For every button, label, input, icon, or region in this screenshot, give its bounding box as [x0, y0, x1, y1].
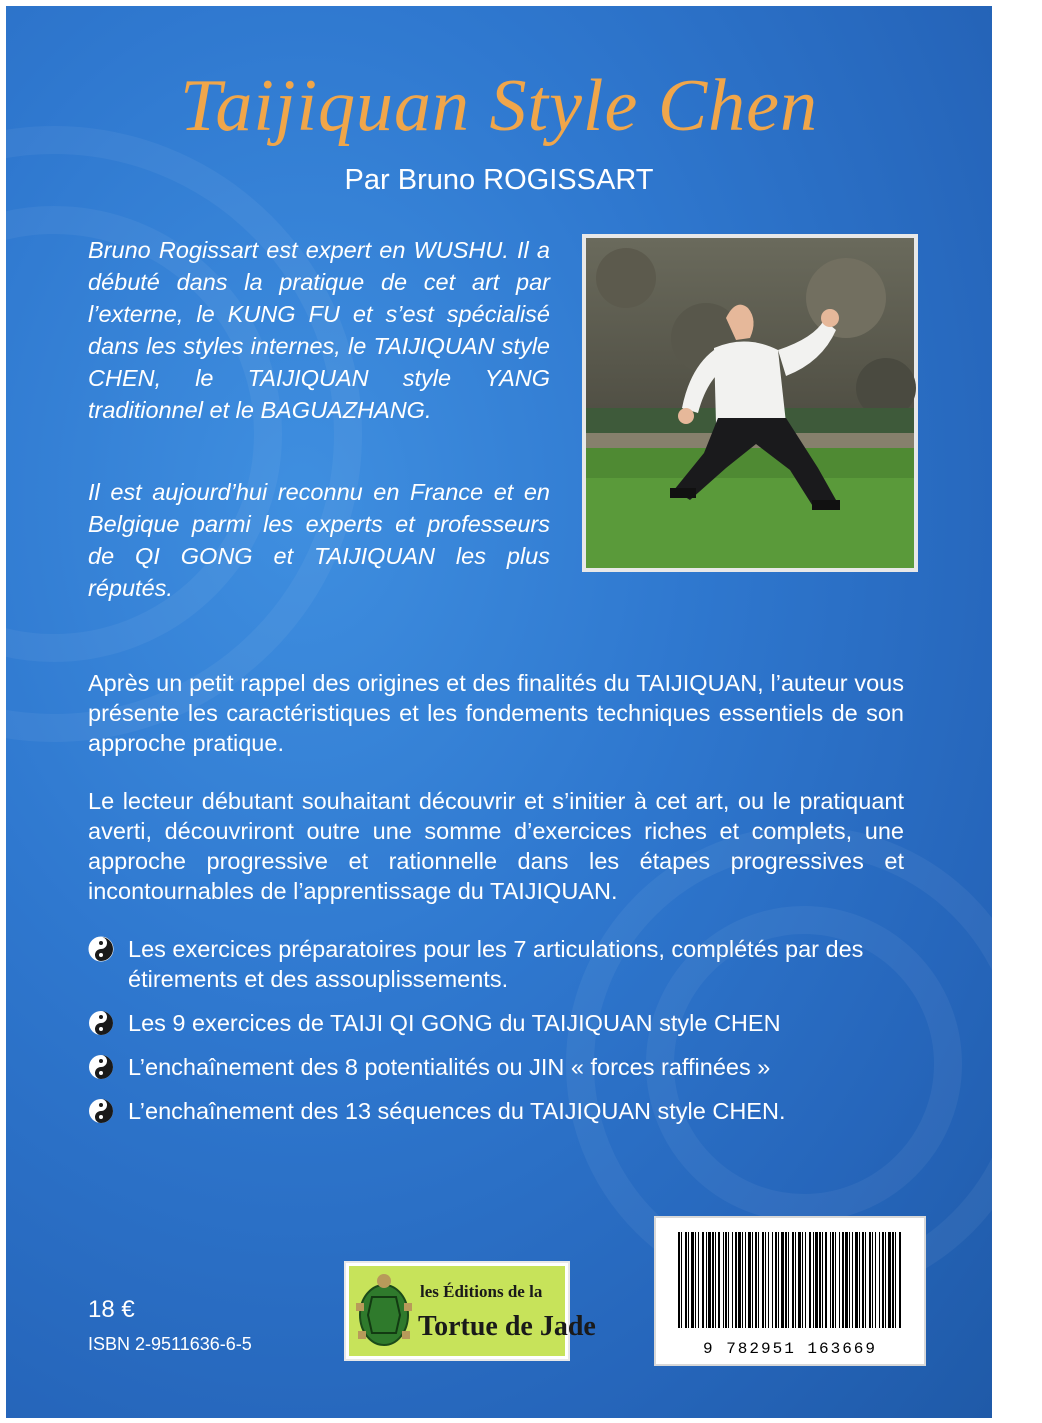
- barcode-number: 9 782951 163669: [702, 1340, 878, 1358]
- barcode-bar: [895, 1232, 896, 1328]
- barcode-bar: [805, 1232, 806, 1328]
- book-title: Taijiquan Style Chen: [179, 65, 819, 147]
- barcode-bar: [825, 1232, 827, 1328]
- barcode-bar: [792, 1232, 794, 1328]
- bullet-text: Les exercices préparatoires pour les 7 articulations, complétés par des étirements et des assouplissements.: [128, 936, 864, 992]
- barcode-bar: [892, 1232, 894, 1328]
- barcode-bar: [752, 1232, 753, 1328]
- barcode-bar: [715, 1232, 716, 1328]
- barcode-bar: [718, 1232, 720, 1328]
- barcode-bar: [845, 1232, 848, 1328]
- content-bullet: [88, 1052, 904, 1082]
- barcode-bar: [899, 1232, 901, 1328]
- barcode-bar: [778, 1232, 779, 1328]
- barcode-bar: [859, 1232, 860, 1328]
- barcode-bar: [688, 1232, 689, 1328]
- barcode: [654, 1216, 926, 1366]
- barcode-bar: [869, 1232, 871, 1328]
- barcode-bar: [772, 1232, 773, 1328]
- bullet-text: L’enchaînement des 8 potentialités ou JIN « forces raffinées »: [128, 1054, 771, 1080]
- barcode-bar: [795, 1232, 796, 1328]
- barcode-bar: [830, 1232, 831, 1328]
- barcode-bar: [695, 1232, 696, 1328]
- barcode-bar: [725, 1232, 727, 1328]
- barcode-bar: [732, 1232, 733, 1328]
- barcode-bar: [698, 1232, 699, 1328]
- bullet-text: L’enchaînement des 13 séquences du TAIJIQUAN style CHEN.: [128, 1098, 786, 1124]
- barcode-bar: [723, 1232, 724, 1328]
- bullet-text: Les 9 exercices de TAIJI QI GONG du TAIJIQUAN style CHEN: [128, 1010, 781, 1036]
- barcode-bar: [832, 1232, 834, 1328]
- barcode-bar: [885, 1232, 886, 1328]
- barcode-bar: [781, 1232, 784, 1328]
- barcode-bar: [813, 1232, 814, 1328]
- barcode-bar: [728, 1232, 729, 1328]
- description-paragraph: Le lecteur débutant souhaitant découvrir et s’initier à cet art, ou le pratiquant averti, découvriront outre une somme d’exercices riches et complets, une approche progressive et rationnelle dans les étapes progressives et incontournables de l’apprentissage du TAIJIQUAN.: [88, 788, 904, 904]
- barcode-bar: [879, 1232, 880, 1328]
- yin-yang-icon: [88, 1010, 114, 1036]
- publisher-logo-line1: les Éditions de la: [420, 1282, 543, 1301]
- barcode-bar: [852, 1232, 853, 1328]
- barcode-bar: [745, 1232, 746, 1328]
- barcode-bar: [691, 1232, 694, 1328]
- author-bio-paragraph: Bruno Rogissart est expert en WUSHU. Il a débuté dans la pratique de cet art par l’externe, le KUNG FU et s’est spécialisé dans les styles internes, le TAIJIQUAN style CHEN, le TAIJIQUAN style YANG traditionnel et le BAGUAZHANG.: [88, 237, 550, 423]
- content-bullet: [88, 934, 904, 994]
- barcode-bar: [842, 1232, 844, 1328]
- yin-yang-icon: [88, 936, 114, 962]
- barcode-bar: [712, 1232, 714, 1328]
- book-author: Par Bruno ROGISSART: [344, 164, 654, 196]
- author-bio-paragraph: Il est aujourd’hui reconnu en France et en Belgique parmi les experts et professeurs de QI GONG et TAIJIQUAN les plus réputés.: [88, 479, 550, 601]
- isbn: ISBN 2-9511636-6-5: [88, 1334, 252, 1354]
- barcode-bar: [839, 1232, 840, 1328]
- barcode-bars: [656, 1218, 924, 1336]
- yin-yang-icon: [88, 1098, 114, 1124]
- barcode-bar: [762, 1232, 764, 1328]
- price: 18 €: [88, 1296, 135, 1323]
- barcode-bar: [872, 1232, 873, 1328]
- barcode-bar: [702, 1232, 704, 1328]
- content-bullet: [88, 1096, 904, 1126]
- book-back-cover: [6, 6, 992, 1418]
- barcode-bar: [785, 1232, 787, 1328]
- barcode-bar: [882, 1232, 884, 1328]
- barcode-bar: [788, 1232, 789, 1328]
- barcode-bar: [678, 1232, 680, 1328]
- yin-yang-icon: [88, 1054, 114, 1080]
- barcode-bar: [819, 1232, 821, 1328]
- publisher-logo: [344, 1261, 596, 1361]
- barcode-bar: [685, 1232, 687, 1328]
- barcode-bar: [755, 1232, 757, 1328]
- barcode-bar: [822, 1232, 823, 1328]
- barcode-bar: [708, 1232, 711, 1328]
- barcode-bar: [865, 1232, 866, 1328]
- barcode-bar: [888, 1232, 891, 1328]
- barcode-bar: [758, 1232, 759, 1328]
- barcode-bar: [681, 1232, 682, 1328]
- barcode-bar: [875, 1232, 876, 1328]
- barcode-bar: [835, 1232, 836, 1328]
- barcode-bar: [855, 1232, 858, 1328]
- barcode-bar: [849, 1232, 850, 1328]
- barcode-bar: [798, 1232, 801, 1328]
- publisher-logo-line2: Tortue de Jade: [418, 1311, 596, 1342]
- barcode-bar: [815, 1232, 818, 1328]
- barcode-bar: [738, 1232, 741, 1328]
- barcode-bar: [775, 1232, 777, 1328]
- barcode-bar: [802, 1232, 803, 1328]
- barcode-bar: [862, 1232, 864, 1328]
- barcode-bar: [742, 1232, 743, 1328]
- barcode-bar: [809, 1232, 811, 1328]
- description-paragraph: Après un petit rappel des origines et des finalités du TAIJIQUAN, l’auteur vous présente les caractéristiques et les fondements techniques essentiels de son approche pratique.: [88, 670, 904, 756]
- content-bullet: [88, 1008, 904, 1038]
- barcode-bar: [706, 1232, 707, 1328]
- barcode-bar: [768, 1232, 769, 1328]
- author-photo: [582, 234, 918, 572]
- barcode-bar: [735, 1232, 737, 1328]
- barcode-bar: [765, 1232, 766, 1328]
- barcode-bar: [748, 1232, 751, 1328]
